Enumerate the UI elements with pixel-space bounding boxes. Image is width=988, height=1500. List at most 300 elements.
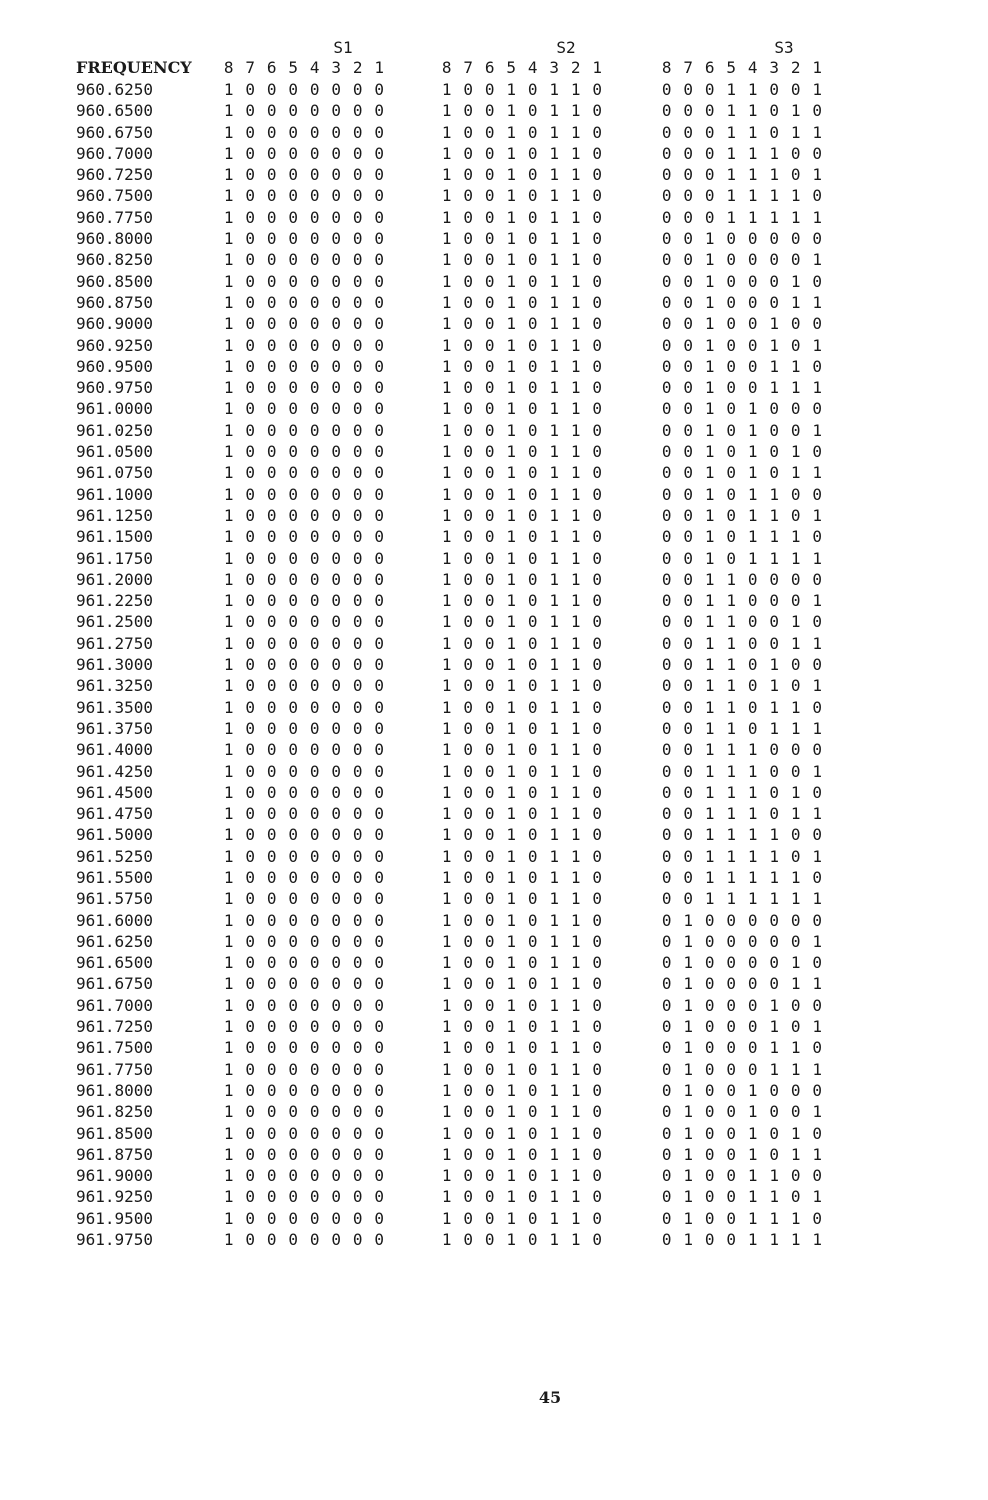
bit-cell: 0 [463,1123,474,1143]
frequency-value: 960.7750 [76,207,154,227]
bit-cell: 1 [549,378,560,398]
bit-cell: 0 [592,378,603,398]
bit-cell: 0 [266,569,277,589]
bit-cell: 0 [374,633,385,653]
bit-cell: 0 [484,527,495,547]
bit-cell: 0 [463,1166,474,1186]
bit-cell: 0 [661,612,672,632]
bit-cell: 1 [441,250,452,270]
bit-cell: 0 [309,591,320,611]
bit-code-s1 [218,1038,390,1057]
bit-cell: 0 [352,931,363,951]
bit-cell: 0 [790,825,801,845]
bit-code-s1 [218,506,390,525]
bit-cell: 0 [527,527,538,547]
bit-cell: 1 [506,1230,517,1250]
bit-cell: 1 [812,378,823,398]
bit-cell: 0 [374,292,385,312]
bit-cell: 0 [245,889,256,909]
bit-cell: 0 [592,804,603,824]
bit-cell: 0 [374,867,385,887]
bit-cell: 0 [331,655,342,675]
bit-code-s3 [656,612,828,631]
table-row [0,144,988,165]
bit-cell: 0 [331,740,342,760]
bit-cell: 0 [331,1166,342,1186]
bit-cell: 0 [683,186,694,206]
bit-code-s1 [218,485,390,504]
bit-cell: 1 [223,1123,234,1143]
bit-cell: 1 [812,1059,823,1079]
bit-cell: 1 [747,527,758,547]
bit-code-s1 [218,1187,390,1206]
bit-cell: 1 [441,1017,452,1037]
bit-cell: 0 [704,1123,715,1143]
bit-cell: 0 [726,1166,737,1186]
bit-cell: 1 [441,314,452,334]
bit-code-s2 [436,612,608,631]
bit-cell: 0 [352,527,363,547]
bit-cell: 1 [506,229,517,249]
bit-cell: 0 [463,718,474,738]
bit-cell: 1 [441,463,452,483]
frequency-value: 961.5250 [76,846,154,866]
bit-cell: 0 [683,143,694,163]
bit-cell: 1 [812,463,823,483]
frequency-value: 960.6250 [76,80,154,99]
bit-cell: 1 [506,889,517,909]
bit-cell: 0 [769,399,780,419]
bit-cell: 0 [352,420,363,440]
bit-cell: 1 [223,591,234,611]
bit-cell: 0 [769,591,780,611]
bit-cell: 1 [549,1208,560,1228]
bit-code-s3 [656,698,828,717]
bit-cell: 1 [790,1123,801,1143]
table-row [0,186,988,207]
bit-cell: 0 [812,1208,823,1228]
bit-cell: 0 [352,569,363,589]
bit-cell: 0 [683,271,694,291]
bit-cell: 1 [769,697,780,717]
bit-cell: 1 [747,143,758,163]
bit-cell: 1 [441,633,452,653]
bit-cell: 0 [726,1102,737,1122]
bit-cell: 1 [769,1208,780,1228]
bit-cell: 1 [769,676,780,696]
bit-cell: 0 [288,527,299,547]
bit-cell: 0 [266,697,277,717]
bit-cell: 0 [374,697,385,717]
bit-code-s3 [656,357,828,376]
bit-cell: 1 [223,186,234,206]
bit-cell: 0 [463,186,474,206]
bit-code-s1 [218,250,390,269]
bit-cell: 0 [352,356,363,376]
bit-cell: 0 [288,953,299,973]
bit-cell: 1 [704,633,715,653]
bit-cell: 0 [484,1038,495,1058]
bit-cell: 0 [374,186,385,206]
bit-cell: 0 [790,740,801,760]
bit-cell: 0 [484,143,495,163]
bit-cell: 1 [570,591,581,611]
bit-cell: 0 [374,740,385,760]
bit-cell: 1 [683,974,694,994]
bit-cell: 1 [223,782,234,802]
bit-cell: 0 [747,1017,758,1037]
bit-cell: 0 [592,867,603,887]
table-row [0,825,988,846]
frequency-value: 961.6500 [76,953,154,973]
bit-code-s1 [218,357,390,376]
bit-cell: 0 [309,505,320,525]
bit-cell: 1 [570,846,581,866]
bit-cell: 1 [441,1208,452,1228]
bit-cell: 0 [661,697,672,717]
bit-cell: 0 [374,1187,385,1207]
bit-cell: 0 [245,122,256,142]
bit-cell: 0 [463,569,474,589]
bit-cell: 1 [726,101,737,121]
bit-code-s3 [656,293,828,312]
bit-cell: 0 [683,633,694,653]
bit-cell: 1 [812,207,823,227]
bit-code-s2 [436,783,608,802]
bit-cell: 0 [288,1166,299,1186]
bit-cell: 0 [374,80,385,99]
bit-code-s1 [218,549,390,568]
bit-cell: 1 [223,463,234,483]
bit-cell: 1 [441,1230,452,1250]
bit-cell: 0 [592,527,603,547]
bit-code-s3 [656,144,828,163]
bit-cell: 0 [288,271,299,291]
bit-cell: 0 [747,271,758,291]
bit-cell: 1 [747,207,758,227]
bit-cell: 0 [331,1230,342,1250]
bit-cell: 0 [463,931,474,951]
bit-cell: 0 [288,356,299,376]
bit-cell: 0 [683,335,694,355]
bit-cell: 0 [661,80,672,99]
bit-cell: 1 [570,314,581,334]
frequency-value: 961.3750 [76,718,154,738]
bit-cell: 0 [790,846,801,866]
frequency-value: 961.8750 [76,1144,154,1164]
bit-cell: 1 [704,591,715,611]
bit-code-s2 [436,1145,608,1164]
bit-cell: 0 [352,612,363,632]
bit-cell: 1 [704,420,715,440]
bit-code-s3 [656,1187,828,1206]
bit-cell: 1 [812,676,823,696]
bit-cell: 0 [592,250,603,270]
table-row [0,1124,988,1145]
bit-cell: 0 [484,867,495,887]
bit-cell: 0 [769,101,780,121]
bit-cell: 0 [266,1166,277,1186]
bit-code-s2 [436,229,608,248]
table-row [0,655,988,676]
bit-cell: 0 [527,101,538,121]
bit-cell: 0 [704,1038,715,1058]
bit-cell: 1 [506,974,517,994]
bit-cell: 1 [570,101,581,121]
bit-code-s2 [436,719,608,738]
bit-cell: 0 [704,1187,715,1207]
bit-cell: 0 [527,143,538,163]
bit-cell: 0 [683,207,694,227]
bit-code-s1 [218,1166,390,1185]
table-row [0,1102,988,1123]
bit-cell: 0 [266,1080,277,1100]
bit-code-s2 [436,1209,608,1228]
bit-cell: 0 [352,229,363,249]
bit-cell: 0 [683,825,694,845]
bit-cell: 0 [527,825,538,845]
bit-cell: 1 [790,974,801,994]
bit-cell: 0 [331,356,342,376]
bit-cell: 0 [309,420,320,440]
bit-cell: 1 [506,399,517,419]
bit-cell: 0 [288,1123,299,1143]
bit-cell: 0 [245,1017,256,1037]
bit-cell: 0 [484,889,495,909]
bit-code-s1 [218,996,390,1015]
bit-cell: 0 [790,80,801,99]
bit-cell: 0 [352,335,363,355]
table-row [0,719,988,740]
bit-position-label: 1 [592,58,603,77]
bit-cell: 0 [463,867,474,887]
bit-cell: 0 [592,1038,603,1058]
bit-code-s3 [656,889,828,908]
bit-cell: 0 [352,1187,363,1207]
bit-cell: 0 [527,569,538,589]
bit-cell: 0 [484,655,495,675]
bit-cell: 0 [288,399,299,419]
bit-cell: 0 [309,207,320,227]
bit-cell: 0 [661,655,672,675]
bit-cell: 0 [288,420,299,440]
bit-cell: 0 [463,889,474,909]
bit-code-s1 [218,847,390,866]
bit-cell: 0 [288,846,299,866]
bit-cell: 1 [570,995,581,1015]
table-row [0,357,988,378]
bit-cell: 1 [747,782,758,802]
bit-cell: 1 [223,931,234,951]
bit-cell: 1 [726,825,737,845]
bit-cell: 0 [352,889,363,909]
bit-cell: 1 [812,1187,823,1207]
bit-cell: 0 [245,314,256,334]
bit-cell: 0 [704,186,715,206]
bit-cell: 1 [506,271,517,291]
bit-cell: 0 [726,442,737,462]
bit-cell: 0 [266,250,277,270]
bit-cell: 1 [790,1059,801,1079]
bit-code-s1 [218,165,390,184]
bit-cell: 0 [726,910,737,930]
bit-cell: 0 [812,612,823,632]
bit-code-s1 [218,740,390,759]
bit-cell: 0 [309,995,320,1015]
bit-cell: 0 [309,122,320,142]
frequency-value: 961.1500 [76,527,154,547]
bit-cell: 0 [245,676,256,696]
table-row [0,1145,988,1166]
bit-code-s1 [218,612,390,631]
bit-cell: 1 [726,633,737,653]
bit-cell: 0 [527,1017,538,1037]
bit-cell: 0 [527,761,538,781]
bit-cell: 0 [463,378,474,398]
bit-cell: 0 [661,1187,672,1207]
bit-cell: 1 [570,378,581,398]
bit-cell: 0 [266,1059,277,1079]
bit-cell: 0 [309,569,320,589]
bit-cell: 0 [592,207,603,227]
bit-cell: 1 [704,825,715,845]
bit-cell: 0 [527,1230,538,1250]
bit-cell: 0 [704,122,715,142]
table-row [0,932,988,953]
bit-cell: 0 [245,761,256,781]
bit-cell: 0 [331,548,342,568]
bit-code-s1 [218,442,390,461]
bit-cell: 1 [812,165,823,185]
bit-cell: 0 [331,484,342,504]
bit-cell: 1 [441,782,452,802]
bit-cell: 0 [769,1123,780,1143]
bit-cell: 0 [747,676,758,696]
bit-cell: 1 [441,165,452,185]
frequency-value: 961.2750 [76,633,154,653]
bit-code-s2 [436,1230,608,1249]
frequency-value: 961.2500 [76,612,154,632]
bit-code-s2 [436,336,608,355]
bit-cell: 0 [309,527,320,547]
frequency-value: 961.4000 [76,740,154,760]
bit-cell: 1 [549,867,560,887]
bit-cell: 0 [527,846,538,866]
bit-cell: 0 [683,591,694,611]
bit-cell: 0 [309,740,320,760]
bit-cell: 0 [374,122,385,142]
bit-cell: 1 [549,292,560,312]
bit-position-label: 5 [506,58,517,77]
bit-cell: 1 [769,356,780,376]
bit-cell: 1 [812,974,823,994]
table-row [0,868,988,889]
bit-code-s1 [218,208,390,227]
bit-cell: 0 [352,271,363,291]
bit-cell: 0 [245,420,256,440]
bit-cell: 0 [661,1102,672,1122]
bit-cell: 0 [747,292,758,312]
bit-code-s3 [656,1060,828,1079]
bit-cell: 1 [747,825,758,845]
bit-position-label: 7 [245,58,256,77]
table-row [0,1166,988,1187]
bit-cell: 0 [245,442,256,462]
bit-cell: 0 [484,1102,495,1122]
bit-cell: 0 [266,101,277,121]
bit-cell: 0 [309,931,320,951]
bit-code-s1 [218,229,390,248]
bit-cell: 1 [549,1187,560,1207]
bit-cell: 1 [549,1102,560,1122]
bit-cell: 0 [463,1017,474,1037]
bit-cell: 1 [570,292,581,312]
bit-cell: 0 [309,314,320,334]
bit-cell: 0 [683,292,694,312]
bit-cell: 1 [726,165,737,185]
bit-code-s3 [656,485,828,504]
bit-cell: 0 [661,718,672,738]
bit-cell: 0 [331,761,342,781]
bit-cell: 1 [441,442,452,462]
bit-cell: 0 [592,761,603,781]
bit-cell: 0 [331,314,342,334]
bit-code-s1 [218,974,390,993]
group-header-s2: S2 [556,38,576,57]
bit-cell: 1 [790,101,801,121]
bit-position-label: 7 [463,58,474,77]
bit-cell: 0 [527,1208,538,1228]
bit-cell: 0 [527,953,538,973]
bit-cell: 1 [549,718,560,738]
bit-cell: 1 [570,186,581,206]
bit-cell: 0 [769,229,780,249]
bit-code-s2 [436,293,608,312]
bit-cell: 1 [506,1208,517,1228]
bit-cell: 0 [769,420,780,440]
bit-cell: 1 [812,761,823,781]
bit-cell: 1 [223,505,234,525]
bit-cell: 0 [288,314,299,334]
bit-cell: 0 [331,143,342,163]
bit-cell: 1 [683,1017,694,1037]
bit-cell: 0 [309,1059,320,1079]
bit-code-s3 [656,506,828,525]
bit-cell: 0 [592,463,603,483]
bit-cell: 0 [484,782,495,802]
bit-code-s2 [436,953,608,972]
bit-cell: 0 [266,1017,277,1037]
bit-code-s2 [436,1187,608,1206]
bit-cell: 0 [463,782,474,802]
bit-cell: 1 [747,1166,758,1186]
table-row [0,506,988,527]
bit-cell: 1 [790,867,801,887]
bit-cell: 1 [570,207,581,227]
bit-code-s3 [656,378,828,397]
bit-cell: 0 [245,804,256,824]
bit-cell: 0 [352,782,363,802]
bit-cell: 0 [374,718,385,738]
bit-cell: 1 [790,356,801,376]
bit-cell: 1 [549,250,560,270]
bit-cell: 0 [374,782,385,802]
bit-cell: 0 [309,1166,320,1186]
bit-cell: 1 [549,697,560,717]
bit-cell: 0 [288,995,299,1015]
bit-cell: 1 [549,1059,560,1079]
table-row [0,165,988,186]
